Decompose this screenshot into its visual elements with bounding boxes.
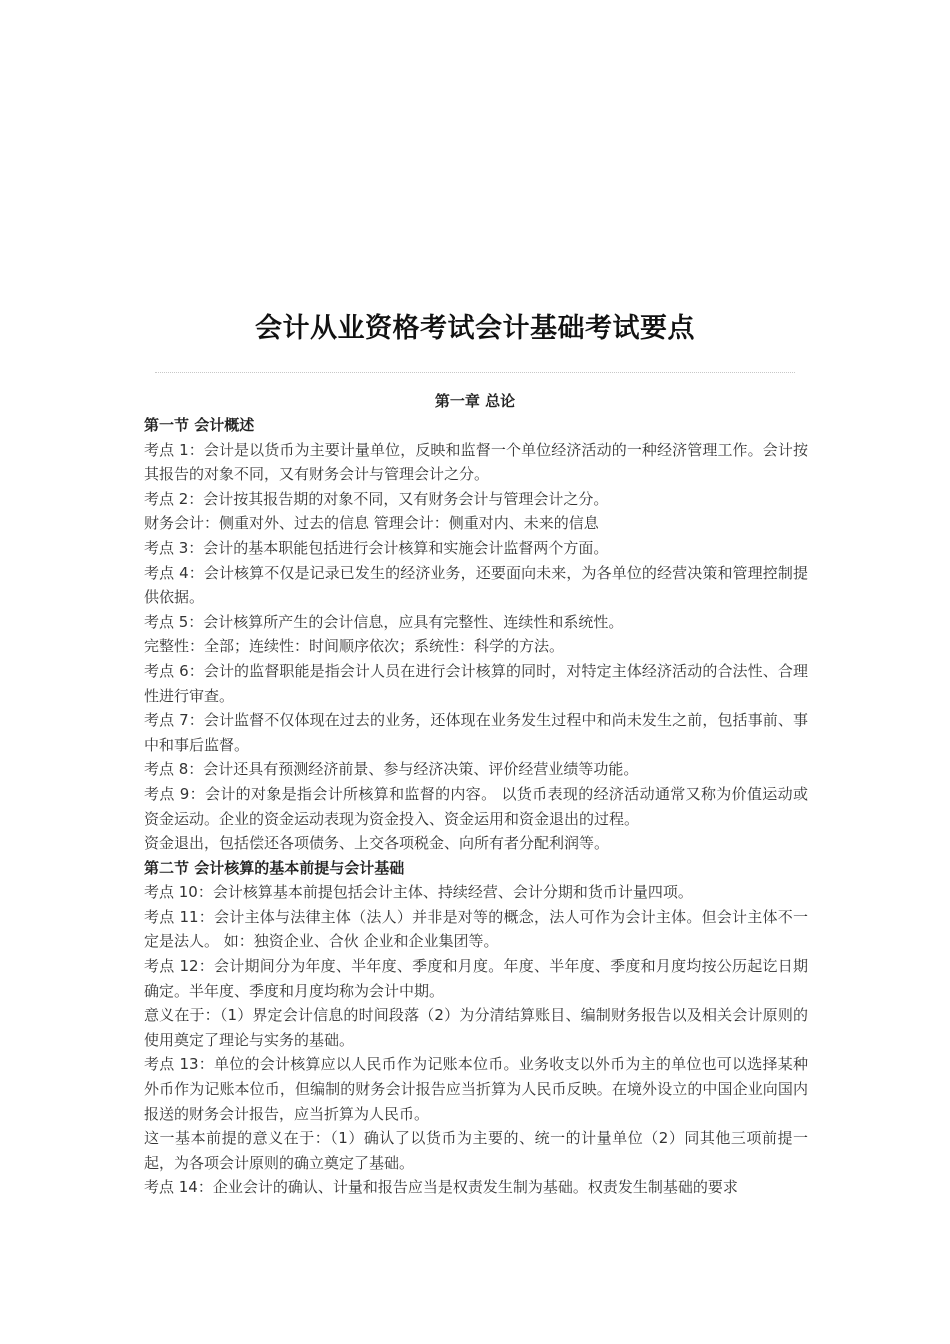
paragraph: 考点 1：会计是以货币为主要计量单位，反映和监督一个单位经济活动的一种经济管理工作。会计按其报告的对象不同，又有财务会计与管理会计之分。 [144, 440, 808, 484]
chapter-heading: 第一章 总论 [434, 392, 516, 410]
paragraph: 考点 9：会计的对象是指会计所核算和监督的内容。 以货币表现的经济活动通常又称为价值运动或资金运动。企业的资金运动表现为资金投入、资金运用和资金退出的过程。 [144, 784, 808, 828]
paragraph: 财务会计：侧重对外、过去的信息 管理会计：侧重对内、未来的信息 [144, 514, 599, 533]
title-divider [155, 372, 795, 373]
paragraph: 考点 11：会计主体与法律主体（法人）并非是对等的概念，法人可作为会计主体。但会计主体不一定是法人。 如：独资企业、合伙 企业和企业集团等。 [144, 907, 808, 951]
paragraph: 资金退出，包括偿还各项债务、上交各项税金、向所有者分配利润等。 [144, 834, 610, 853]
paragraph: 考点 2：会计按其报告期的对象不同，又有财务会计与管理会计之分。 [144, 489, 609, 508]
paragraph: 考点 14：企业会计的确认、计量和报告应当是权责发生制为基础。权责发生制基础的要求 [144, 1178, 738, 1197]
document-body [144, 413, 808, 1200]
paragraph: 考点 13：单位的会计核算应以人民币作为记账本位币。业务收支以外币为主的单位也可以选择某种外币作为记账本位币，但编制的财务会计报告应当折算为人民币反映。在境外设立的中国企业向国内报送的财务会计报告，应当折算为人民币。 [144, 1055, 808, 1123]
document-title: 会计从业资格考试会计基础考试要点 [255, 313, 695, 344]
paragraph: 考点 3：会计的基本职能包括进行会计核算和实施会计监督两个方面。 [144, 538, 609, 557]
paragraph: 这一基本前提的意义在于：（1）确认了以货币为主要的、统一的计量单位（2）同其他三项前提一起，为各项会计原则的确立奠定了基础。 [144, 1129, 808, 1172]
section-heading: 第二节 会计核算的基本前提与会计基础 [144, 858, 405, 877]
paragraph: 考点 10：会计核算基本前提包括会计主体、持续经营、会计分期和货币计量四项。 [144, 883, 693, 902]
paragraph: 考点 12：会计期间分为年度、半年度、季度和月度。年度、半年度、季度和月度均按公历起讫日期确定。半年度、季度和月度均称为会计中期。 [144, 957, 808, 1000]
section-heading: 第一节 会计概述 [144, 416, 255, 434]
paragraph: 完整性：全部；连续性：时间顺序依次；系统性：科学的方法。 [144, 637, 565, 656]
paragraph: 考点 6：会计的监督职能是指会计人员在进行会计核算的同时，对特定主体经济活动的合法性、合理性进行审查。 [144, 661, 808, 705]
paragraph: 考点 8：会计还具有预测经济前景、参与经济决策、评价经营业绩等功能。 [144, 760, 639, 779]
paragraph: 考点 7：会计监督不仅体现在过去的业务，还体现在业务发生过程中和尚未发生之前，包括事前、事中和事后监督。 [144, 711, 808, 754]
paragraph: 考点 4：会计核算不仅是记录已发生的经济业务，还要面向未来，为各单位的经营决策和管理控制提供依据。 [144, 563, 808, 607]
paragraph: 意义在于：（1）界定会计信息的时间段落（2）为分清结算账目、编制财务报告以及相关会计原则的使用奠定了理论与实务的基础。 [144, 1006, 808, 1049]
paragraph: 考点 5：会计核算所产生的会计信息，应具有完整性、连续性和系统性。 [144, 612, 624, 631]
